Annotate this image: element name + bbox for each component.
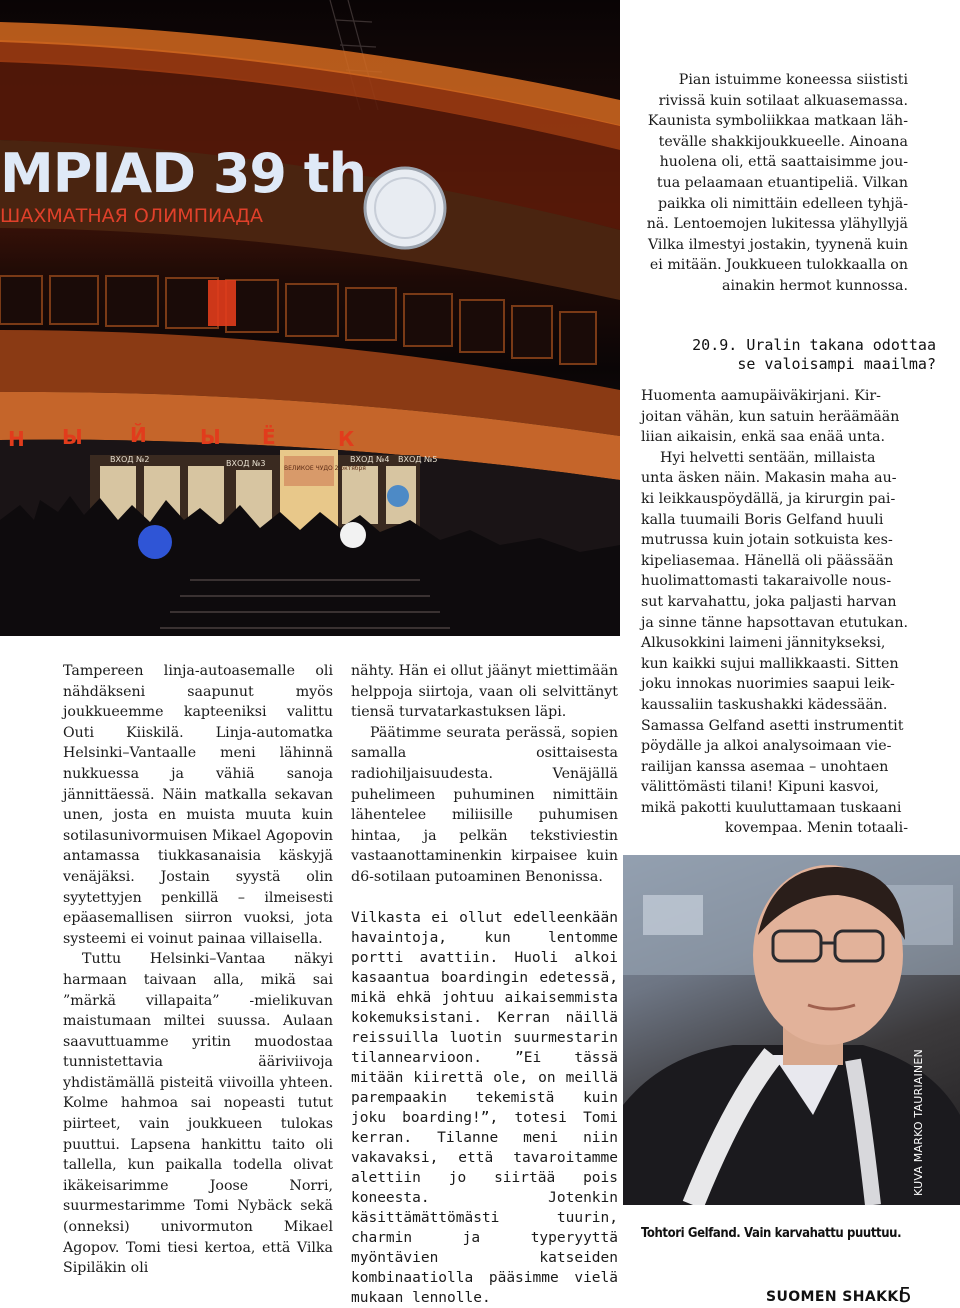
monospace-paragraph: Vilkasta ei ollut edelleenkään havaintoja, kun lentomme portti avattiin. Huoli alkoi kasaantua boardingin edetessä, mikä ehkä johtuu aikaisemmista kokemuksistani. Kerran näillä reissuilla luotin suurmestarin tilannearvioon. ”Ei tässä mitään kiirettä ole, on meillä parempaakin tekemistä kuin joku boarding!”, totesi Tomi kerran. Tilanne meni niin vakavaksi, että tavaroitamme alettiin jo siirtää pois koneesta. Jotenkin käsittämättömästi tuurin, charmin ja typeryyttä myöntävien katseiden kombinaatiolla pääsimme vielä mukaan lennolle. xyxy=(351,909,618,1306)
text-line: ja sinne tänne hapsottavan etutukan. xyxy=(641,614,908,631)
text-line: paikka oli nimittäin edelleen tyhjä- xyxy=(658,195,908,212)
magazine-name: SUOMEN SHAKKI xyxy=(766,1289,905,1305)
entrance-label: ВХОД №4 xyxy=(350,455,390,464)
text-line: Vilka ilmestyi jostakin, tyynenä kuin xyxy=(647,236,908,253)
text-line: Pian istuimme koneessa siististi xyxy=(678,72,908,88)
storefront-letter: Ы xyxy=(200,425,221,449)
storefront-letter: Ы xyxy=(62,425,83,449)
diary-column-right xyxy=(641,386,908,839)
text-line: kovempaa. Menin totaali- xyxy=(725,820,908,837)
text-line: joku innokas nuorimies saapui leik- xyxy=(641,676,895,693)
storefront-letter: Й xyxy=(130,423,147,447)
text-line: joitan vähän, kun satuin heräämään xyxy=(641,408,900,425)
paragraph: nähty. Hän ei ollut jäänyt miettimään helppoja siirtoja, vaan oli selvittänyt tiensä turvatarkastuksen läpi. xyxy=(351,663,618,721)
text-line: ki leikkauspöydällä, ja kirurgin pai- xyxy=(641,490,896,507)
text-line: kaussaliin taskushakki kädessään. xyxy=(641,696,888,713)
text-line: sut karvahattu, joka paljasti harvan xyxy=(641,593,897,610)
entrance-label: ВХОД №3 xyxy=(226,459,266,468)
text-line: kipeliasemaa. Hänellä oli päässään xyxy=(641,552,894,569)
text-line: Hyi helvetti sentään, millaista xyxy=(660,449,876,466)
text-line: mikä pakotti kuuluttamaan tuskaani xyxy=(641,799,902,816)
paragraph: Tampereen linja-autoasemalle oli nähdäkseni saapunut myös joukkueemme kapteeniksi valittu Outi Kiiskilä. Linja-automatka Helsinki–Vantaalle meni lähinnä nukkuessa ja vähiä sanoja jännittäessä. Näin matkalla sekavan unen, josta en muista muuta kuin sotilasunivormuisen Mikael Agopovin antamassa tiukkasanaisia käskyjä venäjäksi. Jostain syystä olin syytettyjen penkillä – ilmeisesti epäasemallisen siirron vuoksi, jota systeemi ei voinut painaa villaisella. xyxy=(63,663,333,947)
text-line: pöydälle ja alkoi analysoimaan vie- xyxy=(641,738,892,755)
text-line: nä. Lentoemojen lukitessa ylähyllyjä xyxy=(646,216,908,233)
event-poster: ВЕЛИКОЕ ЧУДО 2 октября xyxy=(284,465,366,472)
paragraph: Tuttu Helsinki–Vantaa näkyi harmaan taivaan alla, mikä sai ”märkä villapaita” -mielikuvan maistumaan miltei suussa. Aulaan saavuttuamme yritin muodostaa tunnistettavia ääriviivoja yhdistämällä pisteitä viivoilla yhteen. Kolme hahmoa sai nopeasti tutut piirteet, vain joukkueen tulokas puuttui. Lapsena hankittu taito oli tallella, kun paikalla todella olivat ikäkeisarimme Joose Norri, suurmestarimme Tomi Nybäck sekä (onneksi) univormuton Mikael Agopov. Tomi tiesi kertoa, että Vilka Sipiläkin oli xyxy=(63,951,333,1277)
article-column-middle xyxy=(351,661,618,1308)
text-line: Samassa Gelfand asetti instrumentit xyxy=(641,717,904,734)
text-line: kun kaikki sujui mallikkaasti. Sitten xyxy=(641,655,899,672)
olympiad-sign-text: MPIAD 39 th xyxy=(0,142,367,205)
text-line: rivissä kuin sotilaat alkuasemassa. xyxy=(658,92,908,109)
text-line: välittömästi tilani! Kipuni kasvoi, xyxy=(641,779,880,796)
paragraph: Päätimme seurata perässä, sopien samalla osittaisesta radiohiljaisuudesta. Venäjällä puhelimeen puhuminen nimittäin lähentelee miliisille puhumisen hintaa, ja pelkän tekstiviestin vastaanottaminenkin kirpaisee kuin d6-sotilaan putoaminen Benonissa. xyxy=(351,724,618,885)
storefront-letter: Ё xyxy=(262,425,276,449)
article-column-left xyxy=(63,661,333,1279)
heading-line: 20.9. Uralin takana odottaa xyxy=(692,336,936,354)
text-line: kalla tuumaili Boris Gelfand huuli xyxy=(641,511,884,528)
intro-column-top-right xyxy=(641,70,908,297)
text-line: ei mitään. Joukkueen tulokkaalla on xyxy=(649,257,908,274)
storefront-letter: К xyxy=(338,427,355,451)
text-line: huolena oli, että saattaisimme jou- xyxy=(659,154,908,171)
entrance-label: ВХОД №2 xyxy=(110,455,150,464)
text-line: liian aikaisin, enkä saa enää unta. xyxy=(641,429,885,446)
text-line: Huomenta aamupäiväkirjani. Kir- xyxy=(641,388,881,404)
text-line: huolimattomasti takaraivolle nous- xyxy=(641,573,892,590)
text-line: Kaunista symboliikkaa matkaan läh- xyxy=(647,113,908,130)
text-line: tevälle shakkijoukkueelle. Ainoana xyxy=(658,133,908,150)
text-line: mutrussa kuin jotain sotkuista kes- xyxy=(641,532,893,549)
text-line: railijan kanssa asemaa – unohtaen xyxy=(641,758,889,775)
text-line: ainakin hermot kunnossa. xyxy=(722,277,908,294)
text-line: Alkusokkini laimeni jännitykseksi, xyxy=(641,635,886,652)
olympiad-sign-subtext: ШАХМАТНАЯ ОЛИМПИАДА xyxy=(0,205,264,227)
photo-credit: KUVA MARKO TAURIAINEN xyxy=(912,1049,925,1196)
text-line: tua pelaamaan etuantipeliä. Vilkan xyxy=(656,174,908,191)
heading-line: se valoisampi maailma? xyxy=(737,355,936,373)
entrance-label: ВХОД №5 xyxy=(398,455,438,464)
photo-caption: Tohtori Gelfand. Vain karvahattu puuttuu. xyxy=(641,1226,902,1241)
page-number: 5 xyxy=(899,1283,912,1307)
storefront-letter: Н xyxy=(8,427,25,451)
text-line: unta äsken näin. Makasin maha au- xyxy=(641,470,897,487)
gelfand-portrait-photo xyxy=(623,855,960,1205)
olympiad-venue-photo xyxy=(0,0,620,636)
diary-entry-heading xyxy=(623,336,936,374)
